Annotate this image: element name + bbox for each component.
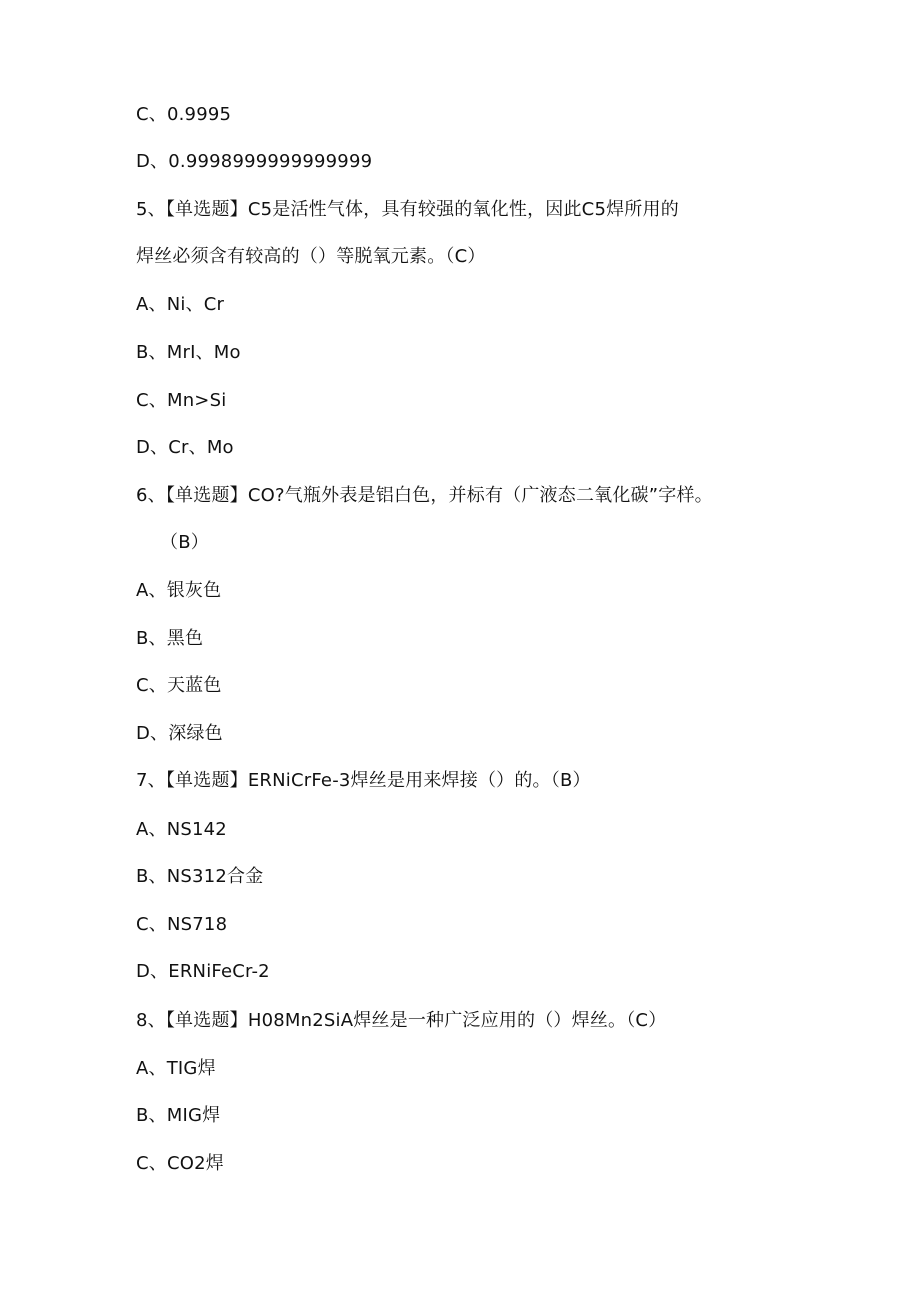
question-5-stem-cont: 焊丝必须含有较高的（）等脱氧元素。（C） — [136, 246, 486, 267]
option-a-q7: A、NS142 — [136, 819, 227, 840]
option-b-q8: B、MIG焊 — [136, 1105, 221, 1126]
question-5-stem: 5、【单选题】C5是活性气体，具有较强的氧化性，因此C5焊所用的 — [136, 199, 679, 220]
option-b-q7: B、NS312合金 — [136, 866, 264, 887]
option-b-q6: B、黑色 — [136, 628, 204, 649]
option-c-q4: C、0.9995 — [136, 104, 232, 125]
question-8-stem: 8、【单选题】H08Mn2SiA焊丝是一种广泛应用的（）焊丝。（C） — [136, 1010, 667, 1031]
option-c-q7: C、NS718 — [136, 914, 228, 935]
option-b-q5: B、MrI、Mo — [136, 342, 241, 363]
option-a-q8: A、TIG焊 — [136, 1058, 216, 1079]
option-a-q6: A、银灰色 — [136, 580, 222, 601]
option-c-q5: C、Mn>Si — [136, 390, 227, 411]
question-7-stem: 7、【单选题】ERNiCrFe-3焊丝是用来焊接（）的。（B） — [136, 770, 591, 791]
option-d-q7: D、ERNiFeCr-2 — [136, 961, 270, 982]
option-d-q5: D、Cr、Mo — [136, 437, 234, 458]
option-c-q8: C、CO2焊 — [136, 1153, 224, 1174]
option-c-q6: C、天蓝色 — [136, 675, 222, 696]
question-6-answer: （B） — [160, 532, 209, 553]
option-a-q5: A、Ni、Cr — [136, 294, 225, 315]
question-6-stem: 6、【单选题】CO?气瓶外表是铝白色，并标有（广液态二氧化碳”字样。 — [136, 485, 713, 506]
option-d-q6: D、深绿色 — [136, 723, 223, 744]
option-d-q4: D、0.9998999999999999 — [136, 151, 373, 172]
